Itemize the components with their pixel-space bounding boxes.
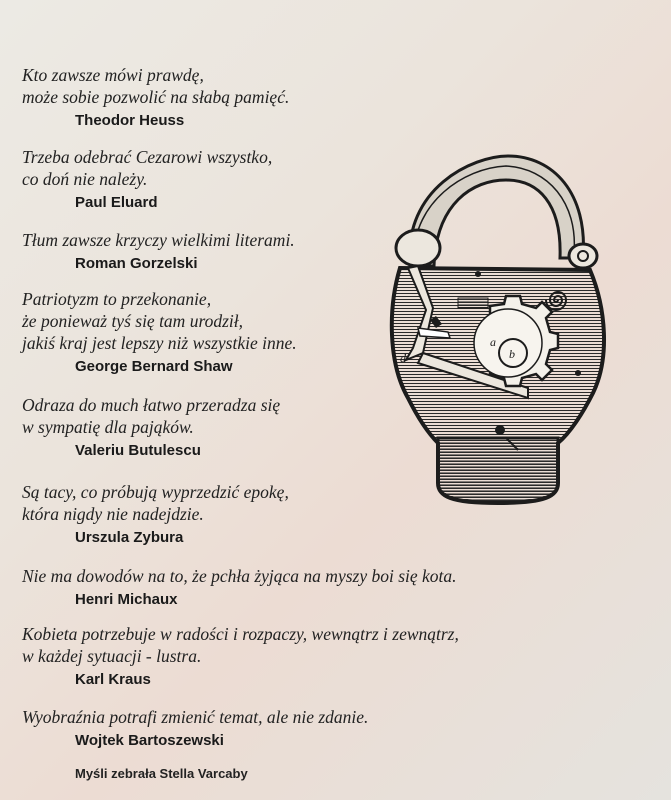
quote-7: [22, 565, 542, 610]
quote-line: że ponieważ tyś się tam urodził,: [22, 311, 244, 331]
label-b: b: [509, 347, 515, 361]
quote-author: George Bernard Shaw: [75, 358, 233, 375]
quote-line: Wyobraźnia potrafi zmienić temat, ale nie zdanie.: [22, 707, 369, 727]
quote-author: Theodor Heuss: [75, 112, 185, 129]
quote-line: Nie ma dowodów na to, że pchła żyjąca na myszy boi się kota.: [22, 566, 457, 586]
quote-line: która nigdy nie nadejdzie.: [22, 504, 204, 524]
quote-line: w każdej sytuacji - lustra.: [22, 646, 202, 666]
quote-author: Wojtek Bartoszewski: [75, 732, 224, 749]
quote-line: Kobieta potrzebuje w radości i rozpaczy, wewnątrz i zewnątrz,: [22, 624, 459, 644]
quote-line: co doń nie należy.: [22, 169, 148, 189]
quote-line: Patriotyzm to przekonanie,: [22, 289, 212, 309]
quote-author: Henri Michaux: [75, 591, 178, 608]
quote-line: Kto zawsze mówi prawdę,: [22, 65, 204, 85]
padlock-illustration: [378, 148, 618, 510]
quote-line: Odraza do much łatwo przeradza się: [22, 395, 281, 415]
quote-line: Trzeba odebrać Cezarowi wszystko,: [22, 147, 273, 167]
label-d: d: [400, 351, 406, 365]
quote-author: Urszula Zybura: [75, 529, 184, 546]
quote-author: Valeriu Butulescu: [75, 442, 201, 459]
quote-author: Roman Gorzelski: [75, 255, 198, 272]
quote-9: [22, 706, 542, 751]
quote-author: Paul Eluard: [75, 194, 158, 211]
quote-line: Są tacy, co próbują wyprzedzić epokę,: [22, 482, 289, 502]
quote-8: [22, 623, 542, 690]
quote-author: Karl Kraus: [75, 671, 151, 688]
quote-1: [22, 64, 542, 131]
quote-line: w sympatię dla pająków.: [22, 417, 194, 437]
quote-line: Tłum zawsze krzyczy wielkimi literami.: [22, 230, 295, 250]
label-a: a: [490, 335, 496, 349]
quote-line: może sobie pozwolić na słabą pamięć.: [22, 87, 290, 107]
quote-line: jakiś kraj jest lepszy niż wszystkie inne.: [22, 333, 297, 353]
compiler-credit: Myśli zebrała Stella Varcaby: [75, 766, 248, 781]
